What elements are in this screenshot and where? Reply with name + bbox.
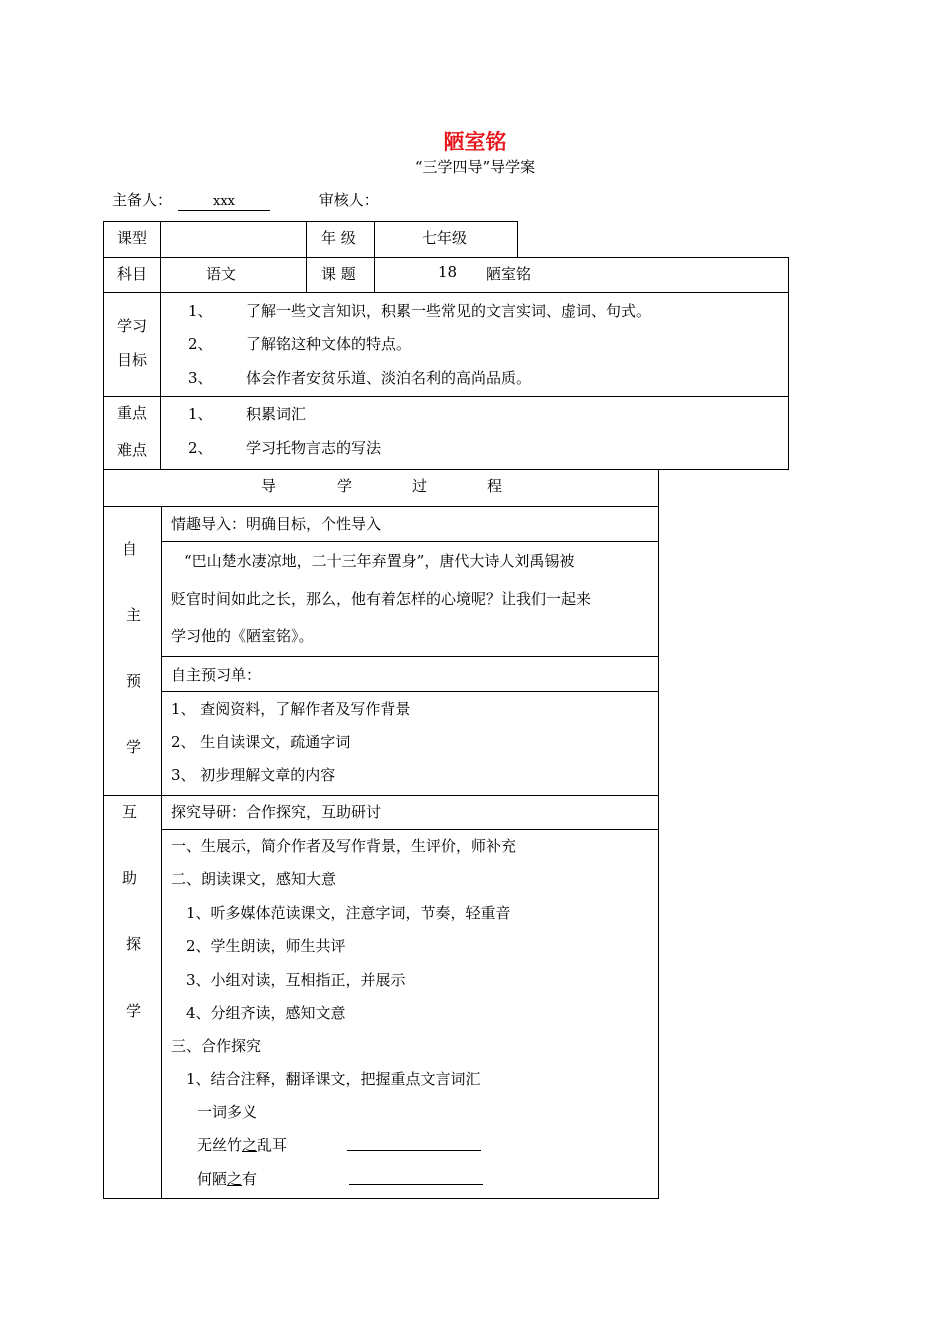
keypoints-label-1: 重点 — [117, 404, 148, 422]
course-type-label: 课型 — [117, 229, 148, 247]
coop-line: 3、小组对读，互相指正，并展示 — [186, 971, 406, 989]
preparer-label: 主备人： — [112, 191, 173, 209]
preparer-value: xxx — [178, 194, 270, 211]
preview-item: 3、 初步理解文章的内容 — [171, 766, 336, 784]
self-study-side-char: 预 — [126, 672, 142, 690]
grade-label: 年 级 — [321, 229, 356, 247]
reviewer-label: 审核人： — [318, 191, 379, 209]
coop-line: 三、合作探究 — [171, 1037, 262, 1055]
keypoint-text: 学习托物言志的写法 — [246, 439, 382, 457]
coop-side-char: 助 — [122, 869, 138, 887]
preview-item: 1、 查阅资料，了解作者及写作背景 — [171, 700, 411, 718]
coop-side-char: 探 — [126, 935, 142, 953]
intro-line: “巴山楚水凄凉地，二十三年弃置身”，唐代大诗人刘禹锡被 — [184, 552, 575, 570]
goal-text: 了解一些文言知识，积累一些常见的文言实词、虚词、句式。 — [246, 302, 652, 320]
process-header-char: 过 — [412, 477, 428, 495]
intro-line: 贬官时间如此之长，那么，他有着怎样的心境呢？让我们一起来 — [171, 590, 592, 608]
coop-line: 二、朗读课文，感知大意 — [171, 870, 337, 888]
keypoint-num: 2、 — [188, 439, 213, 457]
goal-text: 了解铭这种文体的特点。 — [246, 335, 412, 353]
keypoint-num: 1、 — [188, 405, 213, 423]
process-header-char: 导 — [261, 477, 277, 495]
goal-num: 1、 — [188, 302, 213, 320]
process-header-char: 学 — [337, 477, 353, 495]
preview-heading: 自主预习单： — [171, 666, 262, 684]
coop-line: 1、听多媒体范读课文，注意字词，节奏，轻重音 — [186, 904, 511, 922]
intro-heading: 情趣导入：明确目标，个性导入 — [171, 515, 382, 533]
goals-label-1: 学习 — [117, 317, 148, 335]
topic-value: 陋室铭 — [486, 265, 532, 283]
answer-blank[interactable] — [349, 1184, 483, 1185]
coop-side-char: 学 — [126, 1002, 142, 1020]
page-title: 陋室铭 — [443, 129, 507, 154]
keypoints-label-2: 难点 — [117, 441, 148, 459]
self-study-side-char: 主 — [126, 606, 142, 624]
coop-line: 1、结合注释，翻译课文，把握重点文言词汇 — [186, 1070, 481, 1088]
coop-line: 一词多义 — [197, 1103, 258, 1121]
keypoint-text: 积累词汇 — [246, 405, 307, 423]
polysemy-item: 何陋之有 — [197, 1170, 258, 1188]
coop-side-char: 互 — [122, 803, 138, 821]
preview-item: 2、 生自读课文，疏通字词 — [171, 733, 351, 751]
self-study-side-char: 学 — [126, 738, 142, 756]
process-header-char: 程 — [487, 477, 503, 495]
page-subtitle: “三学四导”导学案 — [414, 158, 536, 176]
grade-value: 七年级 — [422, 229, 468, 247]
goal-num: 2、 — [188, 335, 213, 353]
topic-number: 18 — [438, 263, 458, 281]
coop-line: 2、学生朗读，师生共评 — [186, 937, 346, 955]
polysemy-item: 无丝竹之乱耳 — [197, 1136, 288, 1154]
subject-label: 科目 — [117, 265, 148, 283]
preparer-line — [112, 189, 379, 211]
coop-heading: 探究导研：合作探究，互助研讨 — [171, 803, 382, 821]
subject-value: 语文 — [206, 265, 237, 283]
self-study-side-char: 自 — [122, 540, 138, 558]
intro-line: 学习他的《陋室铭》。 — [171, 627, 314, 645]
goal-num: 3、 — [188, 369, 213, 387]
goals-label-2: 目标 — [117, 351, 148, 369]
coop-line: 4、分组齐读，感知文意 — [186, 1004, 346, 1022]
coop-line: 一、生展示，简介作者及写作背景，生评价，师补充 — [171, 837, 517, 855]
answer-blank[interactable] — [347, 1150, 481, 1151]
topic-label: 课 题 — [321, 265, 356, 283]
goal-text: 体会作者安贫乐道、淡泊名利的高尚品质。 — [246, 369, 532, 387]
